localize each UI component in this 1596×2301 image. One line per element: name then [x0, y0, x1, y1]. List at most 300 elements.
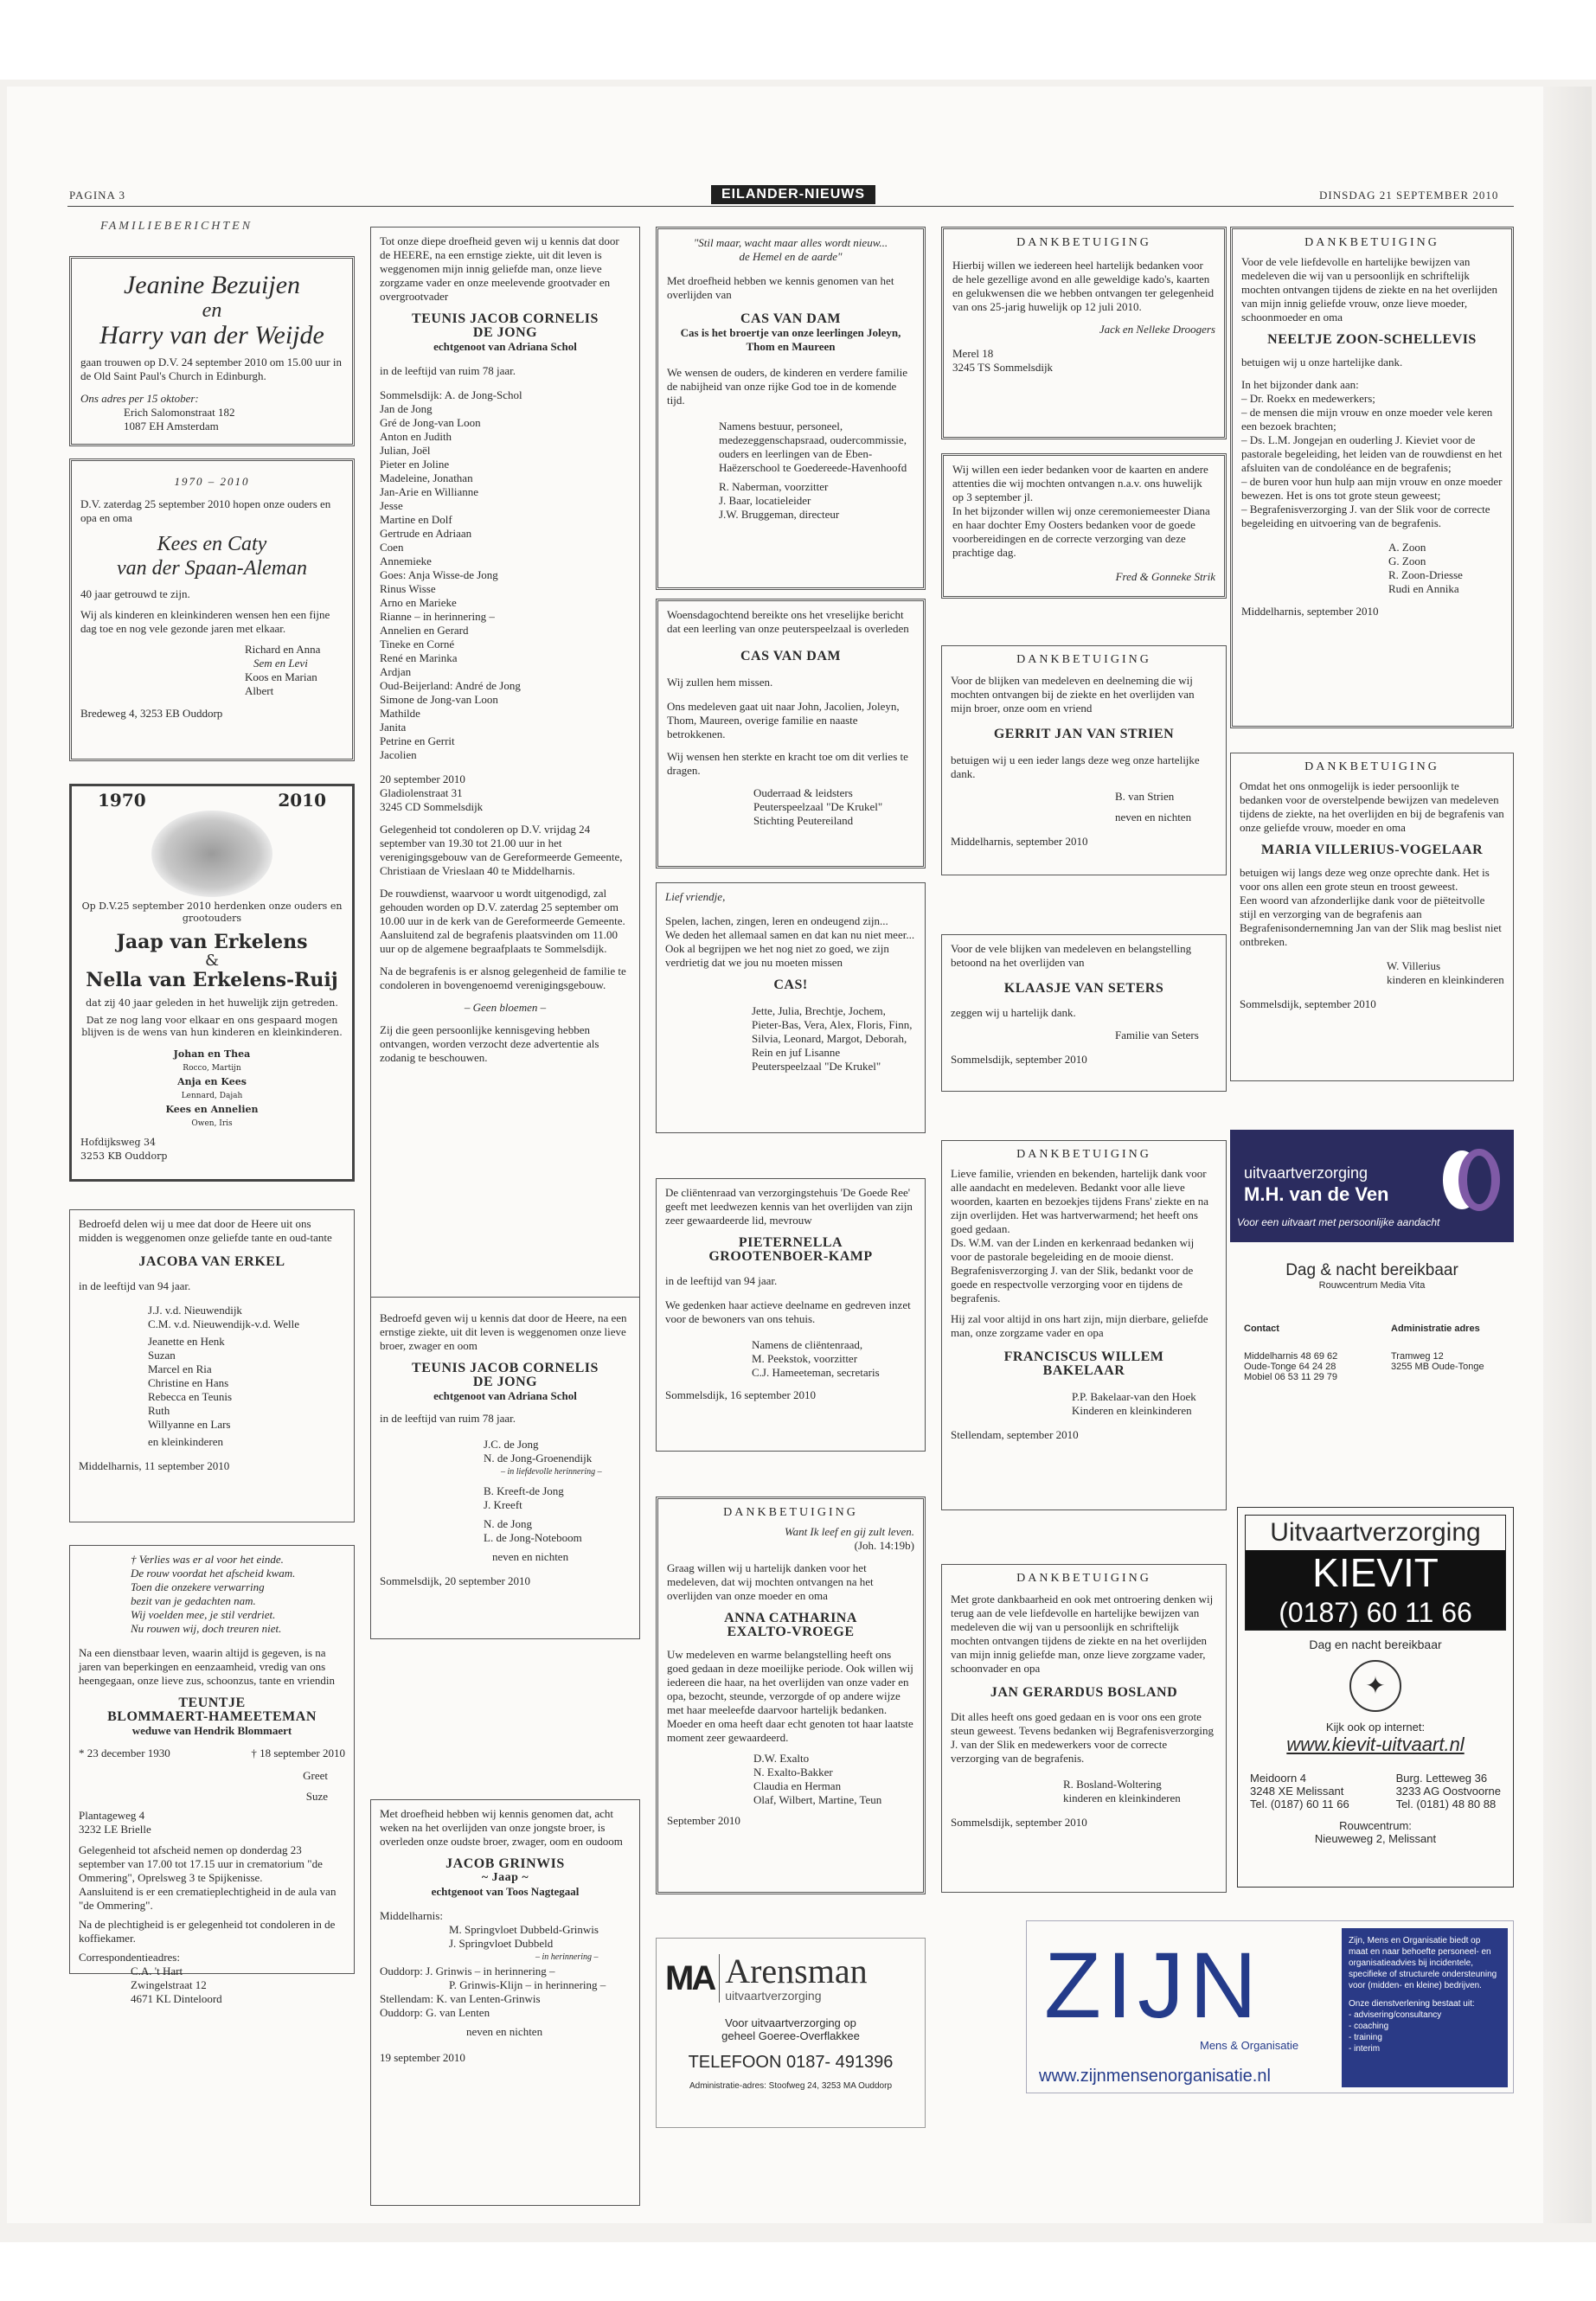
ad-sign-3: J.W. Bruggeman, directeur: [719, 508, 840, 521]
list-item: Anton en Judith: [380, 430, 452, 443]
ad-deceased-sub: echtgenoot van Toos Nagtegaal: [431, 1885, 580, 1898]
ad-no-flowers: – Geen bloemen –: [464, 1001, 547, 1014]
ad-greeting: Lief vriendje,: [665, 890, 726, 903]
ad-family-5: Marcel en Ria: [148, 1362, 212, 1375]
ad-relative-2: Suze: [305, 1790, 328, 1803]
ad-zoon-schellevis: [1230, 227, 1514, 728]
ad-text-3: Hij zal voor altijd in ons hart zijn, mijn dierbare, geliefde man, onze zorgzame vader en opa: [951, 1312, 1208, 1339]
vandeven-name: M.H. van de Ven: [1244, 1183, 1389, 1205]
page-number: PAGINA 3: [69, 189, 125, 202]
ad-corr-2: Zwingelstraat 12: [131, 1978, 207, 1991]
arensman-address: Administratie-adres: Stoofweg 24, 3253 MA Ouddorp: [689, 2081, 893, 2091]
ad-years: 1970 – 2010: [174, 475, 250, 488]
ad-sign-1: W. Villerius: [1387, 959, 1441, 972]
kievit-availability: Dag en nacht bereikbaar: [1309, 1638, 1442, 1651]
ad-intro: Met droefheid hebben we kennis genomen van het overlijden van: [667, 274, 894, 301]
ad-van-erkel: [69, 1209, 355, 1522]
ad-family-2: C.M. v.d. Nieuwendijk-v.d. Welle: [148, 1317, 300, 1330]
ad-family-4: – in herinnering –: [535, 1952, 599, 1962]
ad-text-2: Namens bestuur, personeel, medezeggenschapsraad, oudercommissie, ouders en leerlingen van de Eben-Haëzerschool te Goedereede-Havenhoofd: [719, 420, 907, 474]
list-item: Jesse: [380, 499, 403, 512]
ad-text-3: Wij wensen hen sterkte en kracht toe om dit verlies te dragen.: [667, 750, 908, 777]
ad-age: in de leeftijd van 94 jaar.: [665, 1274, 778, 1287]
ad-cas-van-dam-peuterspeelzaal: [656, 599, 926, 868]
ad-place-date: Middelharnis, september 2010: [951, 835, 1088, 848]
ad-van-seters: [941, 934, 1227, 1092]
poem-line-1: † Verlies was er al voor het einde.: [131, 1553, 284, 1566]
ad-place-date: Middelharnis, september 2010: [1241, 605, 1379, 618]
ad-name-2: Nella van Erkelens-Ruij: [86, 969, 338, 991]
ad-title: DANKBETUIGING: [1016, 1148, 1151, 1161]
ad-born: * 23 december 1930: [79, 1747, 170, 1759]
ad-thanks-list: [1241, 392, 1503, 530]
ad-wish: Wij als kinderen en kleinkinderen wensen hen een fijne dag toe en nog vele gezonde jaren met elkaar.: [80, 608, 330, 635]
ad-kid-4: Albert: [245, 684, 274, 697]
ad-family-3: Jeanette en Henk: [148, 1335, 225, 1348]
list-item: Julian, Joël: [380, 444, 431, 457]
kievit-left-2: 3248 XE Melissant: [1250, 1785, 1344, 1798]
ad-text-2: betuigen wij u een ieder langs deze weg onze hartelijke dank.: [951, 753, 1200, 780]
vandeven-contact-1: Middelharnis 48 69 62: [1244, 1351, 1338, 1362]
ad-family-5: J. Kreeft: [484, 1498, 522, 1511]
ad-sign-1: P.P. Bakelaar-van den Hoek: [1072, 1390, 1196, 1403]
ad-family-7: Stellendam: K. van Lenten-Grinwis: [380, 1992, 541, 2005]
ad-family-9: Willyanne en Lars: [148, 1418, 231, 1431]
ad-text-2: zeggen wij u hartelijk dank.: [951, 1006, 1076, 1019]
ad-text-1: Gelegenheid tot condoleren op D.V. vrijdag 24 september van 19.30 tot 21.00 uur in het verenigingsgebouw van de Gereformeerde Gemeente, Christiaan de Vrieslaan 40 te Middelharnis.: [380, 823, 623, 877]
ad-place-date: Sommelsdijk, 16 september 2010: [665, 1388, 817, 1401]
vandeven-contact-label: Contact: [1244, 1324, 1279, 1334]
ad-kid-3: Kees en Annelien: [165, 1104, 259, 1115]
ad-family-8: Ruth: [148, 1404, 170, 1417]
ad-deceased-name: NEELTJE ZOON-SCHELLEVIS: [1267, 332, 1477, 347]
ad-deceased-name: MARIA VILLERIUS-VOGELAAR: [1260, 843, 1484, 857]
ad-address-1: Plantageweg 4: [79, 1809, 145, 1822]
ad-title: DANKBETUIGING: [723, 1506, 858, 1519]
kievit-rouwcentrum-label: Rouwcentrum:: [1339, 1819, 1412, 1832]
list-item: – de buren voor hun hulp aan mijn vrouw en onze moeder bewezen. Het is ons tot grote steun geweest;: [1241, 475, 1503, 502]
list-item: Jan-Arie en Willianne: [380, 485, 479, 498]
ad-date: 19 september 2010: [380, 2051, 465, 2064]
ad-text: Op D.V.25 september 2010 herdenken onze ouders en grootouders: [81, 901, 343, 924]
ad-and: en: [202, 299, 222, 322]
ad-deceased-name: TEUNIS JACOB CORNELIS: [412, 1361, 599, 1375]
ad-deceased-name: JAN GERARDUS BOSLAND: [990, 1685, 1178, 1700]
list-item: Simone de Jong-van Loon: [380, 693, 498, 706]
vandeven-contact-3: Mobiel 06 53 11 29 79: [1244, 1372, 1338, 1382]
arensman-tagline: uitvaartverzorging: [725, 1989, 822, 2003]
ad-kievit: [1237, 1507, 1514, 1888]
vandeven-slogan: Voor een uitvaart met persoonlijke aandacht: [1237, 1216, 1440, 1228]
ad-text-3: Na de begrafenis is er alsnog gelegenheid de familie te condoleren in bovengenoemd verenigingsgebouw.: [380, 965, 626, 991]
ad-droogers: [941, 227, 1227, 439]
ad-address-label: Ons adres per 15 oktober:: [80, 392, 199, 405]
ad-intro: Met droefheid hebben wij kennis genomen dat, acht weken na het overlijden van onze jongste broer, is overleden onze oudste broer, zwager, oom en oudoom: [380, 1807, 623, 1848]
zijn-text-2: Onze dienstverlening bestaat uit:: [1349, 1999, 1475, 2009]
ad-text-3: Na de plechtigheid is er gelegenheid tot condoleren in de koffiekamer.: [79, 1918, 336, 1945]
ad-family-list: [380, 388, 631, 762]
zijn-subtitle: Mens & Organisatie: [1200, 2039, 1299, 2052]
ad-deceased-name-2: EXALTO-VROEGE: [727, 1625, 855, 1639]
ad-family-5: Ouddorp: J. Grinwis – in herinnering –: [380, 1965, 555, 1977]
list-item: Rianne – in herinnering –: [380, 610, 495, 623]
ad-kid-3-sub: Owen, Iris: [191, 1119, 233, 1128]
list-item: Annemieke: [380, 554, 432, 567]
ad-family-6: N. de Jong: [484, 1517, 532, 1530]
list-item: – Ds. L.M. Jongejan en ouderling J. Kieviet voor de pastorale begeleiding, het leiden van de rouwdienst en het afsluiten van de condoléance en de begrafenis;: [1241, 433, 1503, 474]
ad-sign-2: Peuterspeelzaal "De Krukel": [753, 800, 883, 813]
list-item: Arno en Marieke: [380, 596, 457, 609]
list-item: Gertrude en Adriaan: [380, 527, 472, 540]
ad-text-3: In het bijzonder dank aan:: [1241, 378, 1359, 391]
ad-grinwis: [370, 1799, 640, 2206]
ad-address-2: 3253 KB Ouddorp: [80, 1150, 168, 1162]
ad-sign-2: G. Zoon: [1388, 554, 1426, 567]
ad-sign-1: Namens de cliëntenraad,: [752, 1338, 863, 1351]
ad-deceased-sub: weduwe van Hendrik Blommaert: [131, 1724, 292, 1737]
ad-sign-3: Claudia en Herman: [753, 1779, 842, 1792]
ad-text-2: betuigen wij u onze hartelijke dank.: [1241, 356, 1403, 369]
ad-died: † 18 september 2010: [251, 1747, 345, 1759]
list-item: Annelien en Gerard: [380, 624, 469, 637]
ad-title: DANKBETUIGING: [1016, 1572, 1151, 1585]
ad-text-2: Ons medeleven gaat uit naar John, Jacolien, Joleyn, Thom, Maureen, overige familie en naaste betrokkenen.: [667, 700, 900, 740]
arensman-text-2: geheel Goeree-Overflakkee: [721, 2029, 860, 2042]
list-item: Ardjan: [380, 665, 412, 678]
ad-date: 20 september 2010: [380, 772, 465, 785]
ad-address: Bredeweg 4, 3253 EB Ouddorp: [80, 707, 223, 720]
ad-sign-1: B. van Strien: [1115, 790, 1175, 803]
ad-family-8: Ouddorp: G. van Lenten: [380, 2006, 490, 2019]
ad-intro: Bedroefd geven wij u kennis dat door de Heere, na een ernstige ziekte, uit dit leven is weggenomen onze lieve broer, zwager en oom: [380, 1311, 627, 1352]
poem-line-3: Toen die onzekere verwarring: [131, 1580, 265, 1593]
ad-exalto-vroege: [656, 1497, 926, 1894]
ad-erkelens: [69, 784, 355, 1182]
ad-place-date: Stellendam, september 2010: [951, 1428, 1079, 1441]
list-item: - training: [1349, 2033, 1382, 2042]
ad-family-10: en kleinkinderen: [148, 1435, 223, 1448]
list-item: Mathilde: [380, 707, 420, 720]
arensman-text-1: Voor uitvaartverzorging op: [725, 2016, 856, 2029]
ad-family-9: neven en nichten: [466, 2025, 543, 2038]
ad-arensman: [656, 1938, 926, 2128]
ad-family-7: Rebecca en Teunis: [148, 1390, 233, 1403]
masthead: EILANDER-NIEUWS: [711, 185, 875, 204]
ad-kid-3: Koos en Marian: [245, 670, 317, 683]
ad-name-1: Kees en Caty: [157, 533, 267, 555]
ad-year-2: 2010: [278, 790, 326, 811]
ad-intro: Na een dienstbaar leven, waarin altijd is gegeven, is na jaren van beperkingen en eenzaamheid, vredig van ons heengegaan, onze lieve zus, schoonzus, tante en vriendin: [79, 1646, 335, 1687]
ad-deceased-sub: Cas is het broertje van onze leerlingen Joleyn, Thom en Maureen: [680, 326, 901, 353]
ad-title: DANKBETUIGING: [1016, 236, 1151, 249]
list-item: Sommelsdijk: A. de Jong-Schol: [380, 388, 522, 401]
ad-de-jong-1: [370, 227, 640, 1298]
ad-corr-label: Correspondentieadres:: [79, 1951, 180, 1964]
ad-deceased-name: CAS VAN DAM: [740, 649, 842, 663]
list-item: – Begrafenisverzorging J. van der Slik voor de correcte begeleiding en uitvoering van de begrafenis.: [1241, 503, 1490, 529]
kievit-left-1: Meidoorn 4: [1250, 1772, 1307, 1785]
ad-text-2: Uw medeleven en warme belangstelling heeft ons goed gedaan in deze moeilijke periode. Ook willen wij iedereen die haar, na het overlijden van onze vader en opa, bezocht, steunde, verzorgde of op andere wijze met haar meeleefde daarvoor hartelijk bedanken. Moeder en oma heeft daar echt genoten tot haar laatste moment zeer gewaardeerd.: [667, 1648, 913, 1744]
ad-family-7: L. de Jong-Noteboom: [484, 1531, 582, 1544]
ad-van-strien: [941, 645, 1227, 875]
poem-line-4: bezit van je gedachten nam.: [131, 1594, 256, 1607]
kievit-name: KIEVIT: [1312, 1550, 1439, 1595]
poem-line-2: de Hemel en de aarde": [739, 250, 843, 263]
ad-text-3: Ook al begrijpen we het nog niet zo goed, we zijn verdrietig dat we jou nu moeten missen: [665, 942, 889, 969]
list-item: – Dr. Roekx en medewerkers;: [1241, 392, 1375, 405]
ad-address-2: 3232 LE Brielle: [79, 1823, 151, 1836]
ad-address-2: 3245 TS Sommelsdijk: [952, 361, 1054, 374]
page-date: DINSDAG 21 SEPTEMBER 2010: [1319, 189, 1499, 202]
ad-text-2: betuigen wij langs deze weg onze oprechte dank. Het is voor ons allen een grote steun en troost geweest.: [1240, 866, 1490, 893]
ad-deceased-name: CAS!: [773, 977, 808, 992]
list-item: - coaching: [1349, 2022, 1389, 2031]
ad-villerius-vogelaar: [1230, 753, 1514, 1081]
ad-sign-1: R. Bosland-Woltering: [1063, 1778, 1162, 1791]
ad-text-1: Spelen, lachen, zingen, leren en ondeugend zijn...: [665, 914, 888, 927]
ad-family-1: J.C. de Jong: [484, 1438, 539, 1451]
ad-family-8: neven en nichten: [492, 1550, 569, 1563]
ad-bosland: [941, 1564, 1227, 1893]
ad-text-2: We deden het allemaal samen en dat kan nu niet meer...: [665, 928, 915, 941]
ad-kid-1-sub: Rocco, Martijn: [183, 1064, 241, 1073]
ad-de-jong-2: [370, 1298, 640, 1639]
zijn-logo: ZIJN: [1044, 1932, 1262, 2037]
ad-corr-1: C.A. 't Hart: [131, 1965, 183, 1977]
ad-text-3: Een woord van afzonderlijke dank voor de piëteitvolle stijl en verzorging van de begrafenis aan Begrafenisondernemning Jan van der Slik mag beslist niet ontbreken.: [1240, 894, 1502, 948]
section-title: FAMILIEBERICHTEN: [100, 220, 253, 233]
ad-text: D.V. zaterdag 25 september 2010 hopen onze ouders en opa en oma: [80, 497, 331, 524]
list-item: Gré de Jong-van Loon: [380, 416, 481, 429]
list-item: - advisering/consultancy: [1349, 2010, 1442, 2020]
ad-text-1: Gelegenheid tot afscheid nemen op donderdag 23 september van 17.00 tot 17.15 uur in crematorium "de Ommering", Oprelsweg 3 te Spijkenisse.: [79, 1843, 323, 1884]
ad-text-3: Dat ze nog lang voor elkaar en ons gespaard mogen blijven is de wens van hun kinderen en kleinkinderen.: [81, 1015, 343, 1038]
ad-family-1: J.J. v.d. Nieuwendijk: [148, 1304, 242, 1317]
kievit-left-3: Tel. (0187) 60 11 66: [1250, 1798, 1349, 1811]
ad-text-1: Graag willen wij u hartelijk danken voor het medeleven, dat wij mochten ontvangen na het overlijden van onze moeder en oma: [667, 1561, 874, 1602]
arensman-logo-icon: MA: [665, 1958, 715, 1997]
ad-deceased-nickname: ~ Jaap ~: [481, 1871, 529, 1884]
vandeven-admin-2: 3255 MB Oude-Tonge: [1391, 1362, 1484, 1372]
ad-deceased-name-2: BLOMMAERT-HAMEETEMAN: [107, 1709, 317, 1724]
ad-family-4: B. Kreeft-de Jong: [484, 1484, 564, 1497]
kievit-phone: (0187) 60 11 66: [1279, 1597, 1472, 1628]
ad-deceased-name: JACOB GRINWIS: [445, 1856, 565, 1871]
page-fold-shadow: [1543, 87, 1592, 2223]
ad-deceased-name-2: DE JONG: [472, 325, 538, 340]
ad-text-1: We wensen de ouders, de kinderen en verdere familie de nabijheid van onze rijke God toe in de komende tijd.: [667, 366, 907, 407]
ad-cas-friends: [656, 882, 926, 1133]
kievit-web: www.kievit-uitvaart.nl: [1286, 1734, 1465, 1755]
header-rule: [67, 206, 1514, 207]
list-item: Jacolien: [380, 748, 417, 761]
ad-sign-2: neven en nichten: [1115, 811, 1192, 824]
ad-sign-2: Kinderen en kleinkinderen: [1072, 1404, 1192, 1417]
ad-sign-1: R. Naberman, voorzitter: [719, 480, 829, 493]
poem-line-1: "Stil maar, wacht maar alles wordt nieuw...: [693, 236, 888, 249]
vandeven-logo-icon: [1438, 1145, 1507, 1215]
zijn-services-list: [1349, 2009, 1501, 2054]
ad-sign-4: Olaf, Wilbert, Martine, Teun: [753, 1793, 882, 1806]
ad-family-1: Middelharnis:: [380, 1909, 443, 1922]
ad-strik: [941, 453, 1227, 599]
ad-text-4: Jette, Julia, Brechtje, Jochem, Pieter-Bas, Vera, Alex, Floris, Finn, Silvia, Leonard, Margot, Deborah, Rein en juf Lisanne: [752, 1004, 913, 1059]
ad-intro: Tot onze diepe droefheid geven wij u kennis dat door de HEERE, na een ernstige ziekte, uit dit leven is weggenomen mijn innig geliefde man, onze lieve zorgzame vader en onze meelevende grootvader en overgrootvader: [380, 234, 619, 303]
ad-title: DANKBETUIGING: [1304, 236, 1439, 249]
ad-sign-4: Rudi en Annika: [1388, 582, 1459, 595]
ad-sign-3: R. Zoon-Driesse: [1388, 568, 1463, 581]
ad-address-1: Gladiolenstraat 31: [380, 786, 463, 799]
list-item: Janita: [380, 721, 407, 734]
vandeven-availability: Dag & nacht bereikbaar: [1285, 1261, 1458, 1279]
ad-text-2: Aansluitend is er een crematieplechtigheid in de aula van "de Ommering".: [79, 1885, 337, 1912]
ad-sign-2: M. Peekstok, voorzitter: [752, 1352, 858, 1365]
list-item: – de mensen die mijn vrouw en onze moeder vele keren een bezoek brachten;: [1241, 406, 1493, 433]
ad-name-2: Harry van der Weijde: [99, 321, 324, 349]
ad-spaan-aleman: [69, 458, 355, 761]
ad-date: September 2010: [667, 1814, 740, 1827]
ad-age: in de leeftijd van 94 jaar.: [79, 1279, 191, 1292]
ad-family-6: P. Grinwis-Klijn – in herinnering –: [449, 1978, 606, 1991]
ad-deceased-sub: echtgenoot van Adriana Schol: [433, 340, 577, 353]
ad-deceased-name-2: GROOTENBOER-KAMP: [708, 1249, 873, 1264]
ad-sign-1: Familie van Seters: [1115, 1029, 1199, 1042]
ad-deceased-name-2: DE JONG: [472, 1375, 538, 1389]
ad-place-date: Sommelsdijk, september 2010: [951, 1053, 1087, 1066]
ad-text: gaan trouwen op D.V. 24 september 2010 om 15.00 uur in de Old Saint Paul's Church in Edinburgh.: [80, 356, 342, 382]
ad-age: in de leeftijd van ruim 78 jaar.: [380, 364, 516, 377]
vandeven-contact-2: Oude-Tonge 64 24 28: [1244, 1362, 1336, 1372]
ad-bezuijen-weijde: [69, 256, 355, 446]
list-item: Goes: Anja Wisse-de Jong: [380, 568, 498, 581]
ad-deceased-name: KLAASJE VAN SETERS: [1003, 981, 1164, 996]
ad-place-date: Sommelsdijk, 20 september 2010: [380, 1574, 531, 1587]
ad-family-4: Suzan: [148, 1349, 176, 1362]
ad-zijn: [1026, 1920, 1514, 2093]
arensman-phone: TELEFOON 0187- 491396: [688, 2053, 894, 2072]
ad-deceased-name: CAS VAN DAM: [740, 311, 842, 326]
poem-line-2: De rouw voordat het afscheid kwam.: [131, 1567, 296, 1580]
ad-sign-1: Ouderraad & leidsters: [753, 786, 853, 799]
list-item: Petrine en Gerrit: [380, 734, 455, 747]
ad-intro: De cliëntenraad van verzorgingstehuis 'De Goede Ree' geeft met leedwezen kennis van het overlijden van zijn zeer gewaardeerde lid, mevrouw: [665, 1186, 913, 1227]
ad-text-1: We gedenken haar actieve deelname en gedreven inzet voor de bewoners van ons tehuis.: [665, 1298, 911, 1325]
ad-deceased-name-1: FRANCISCUS WILLEM: [1003, 1349, 1164, 1364]
ad-text-4: Zij die geen persoonlijke kennisgeving hebben ontvangen, worden verzocht deze advertentie als zodanig te beschouwen.: [380, 1023, 599, 1064]
ad-sign-1: A. Zoon: [1388, 541, 1426, 554]
ad-family-3: – in liefdevolle herinnering –: [501, 1467, 602, 1477]
ad-text-1: Wij zullen hem missen.: [667, 676, 773, 689]
ad-sign-2: kinderen en kleinkinderen: [1063, 1791, 1181, 1804]
ad-name-1: Jeanine Bezuijen: [123, 271, 301, 299]
ad-text-1: Met grote dankbaarheid en ook met ontroering denken wij terug aan de vele liefdevolle en hartelijke bewijzen van medeleven die wij van u persoonlijk en schriftelijk mochten ontvangen tijdens de ziekte en na het overlijden van mijn innig geliefde man, onze lieve zorgzame vader, schoonvader en opa: [951, 1593, 1214, 1675]
ad-bakelaar: [941, 1140, 1227, 1510]
ad-van-de-ven: [1230, 1130, 1514, 1453]
ad-place-date: Sommelsdijk, september 2010: [951, 1816, 1087, 1829]
list-item: Oud-Beijerland: André de Jong: [380, 679, 521, 692]
ad-text-1: Omdat het ons onmogelijk is ieder persoonlijk te bedanken voor de overstelpende bewijzen van medeleven tijdens de ziekte, na het overlijden en bij de begrafenis van onze geliefde vrouw, moeder en oma: [1240, 779, 1504, 834]
ad-kid-2: Sem en Levi: [253, 657, 308, 670]
zijn-text-1: Zijn, Mens en Organisatie biedt op maat en naar behoefte personeel- en organisatieadvies bij incidentele, specifieke of structurele ondersteuning voor (midden- en kleine) bedrijven.: [1349, 1936, 1497, 1990]
list-item: Jan de Jong: [380, 402, 433, 415]
ad-deceased-name: JACOBA VAN ERKEL: [138, 1254, 285, 1269]
ad-sign-1: D.W. Exalto: [753, 1752, 810, 1765]
ad-sign-2: N. Exalto-Bakker: [753, 1766, 833, 1779]
ad-sign-3: Stichting Peutereiland: [753, 814, 854, 827]
ad-address-2: 1087 EH Amsterdam: [124, 420, 219, 433]
ad-relative-1: Greet: [303, 1769, 328, 1782]
ad-text-1: Lieve familie, vrienden en bekenden, hartelijk dank voor alle aandacht en medeleven. Bedankt voor alle lieve woorden, kaarten en bezoekjes tijdens Frans' ziekte en na zijn overlijden. Het was hartverwarmend; het heeft ons goed gedaan.: [951, 1167, 1208, 1235]
ad-title: DANKBETUIGING: [1304, 760, 1439, 773]
ad-place-date: Middelharnis, 11 september 2010: [79, 1459, 230, 1472]
ad-year-1: 1970: [98, 790, 146, 811]
ad-text-2: In het bijzonder willen wij onze ceremoniemeester Diana en haar dochter Emy Oosters bedanken voor de goede voorbereidingen en de correcte verzorging van deze prachtige dag.: [952, 504, 1210, 559]
ad-deceased-name-2: BAKELAAR: [1042, 1363, 1125, 1378]
ad-signature: Fred & Gonneke Strik: [1115, 570, 1215, 583]
list-item: Martine en Dolf: [380, 513, 452, 526]
ad-name-2: van der Spaan-Aleman: [117, 557, 307, 580]
ad-ampersand: &: [204, 952, 220, 970]
ad-kid-2: Anja en Kees: [177, 1076, 247, 1087]
ad-quote-2: (Joh. 14:19b): [854, 1539, 914, 1552]
ad-kid-2-sub: Lennard, Dajah: [181, 1092, 243, 1100]
ad-intro: Bedroefd delen wij u mee dat door de Heere uit ons midden is weggenomen onze geliefde tante en oud-tante: [79, 1217, 332, 1244]
ad-family-3: J. Springvloet Dubbeld: [449, 1937, 554, 1950]
kievit-right-3: Tel. (0181) 48 80 88: [1395, 1798, 1497, 1811]
ad-text-2: De rouwdienst, waarvoor u wordt uitgenodigd, zal gehouden worden op D.V. zaterdag 25 september om 10.00 uur in de kerk van de Gereformeerde Gemeente. Aansluitend zal de begrafenis plaatsvinden om 11.00 uur op de algemene begraafplaats te Sommelsdijk.: [380, 887, 625, 955]
kievit-bird-icon: ✦: [1349, 1660, 1401, 1712]
ad-kid-1: Richard en Anna: [245, 643, 321, 656]
ad-corr-3: 4671 KL Dinteloord: [131, 1992, 222, 2005]
ad-text-1: Wij willen een ieder bedanken voor de kaarten en andere attenties die wij mochten ontvangen n.a.v. ons huwelijk op 3 september jl.: [952, 463, 1208, 503]
vandeven-rouwcentrum: Rouwcentrum Media Vita: [1318, 1280, 1426, 1291]
list-item: - interim: [1349, 2044, 1381, 2054]
vandeven-small-title: uitvaartverzorging: [1244, 1164, 1368, 1182]
ad-deceased-name-1: PIETERNELLA: [738, 1235, 843, 1250]
ad-family-2: N. de Jong-Groenendijk: [484, 1452, 593, 1465]
ad-intro: Woensdagochtend bereikte ons het vreselijke bericht dat een leerling van onze peuterspeelzaal is overleden: [667, 608, 909, 635]
ad-cas-van-dam-school: [656, 227, 926, 590]
ad-sign-2: kinderen en kleinkinderen: [1387, 973, 1504, 986]
ad-text-1: Voor de vele liefdevolle en hartelijke bewijzen van medeleven die wij van u persoonlijk en schriftelijk mochten ontvangen tijdens de ziekte en na het overlijden van mijn innig geliefde vrouw, onze lieve moeder, schoonmoeder en oma: [1241, 255, 1498, 324]
ad-address-1: Erich Salomonstraat 182: [124, 406, 235, 419]
list-item: Pieter en Joline: [380, 458, 450, 471]
list-item: René en Marinka: [380, 651, 458, 664]
kievit-web-label: Kijk ook op internet:: [1325, 1721, 1426, 1734]
ad-deceased-name: TEUNIS JACOB CORNELIS: [412, 311, 599, 326]
kievit-top-title: Uitvaartverzorging: [1270, 1518, 1481, 1547]
ad-kid-1: Johan en Thea: [173, 1048, 251, 1060]
ad-address-1: Hofdijksweg 34: [80, 1137, 157, 1148]
poem-line-5: Wij voelden mee, je stil verdriet.: [131, 1608, 276, 1621]
ad-signature: Jack en Nelleke Droogers: [1099, 323, 1215, 336]
list-item: Coen: [380, 541, 404, 554]
ad-sign-2: J. Baar, locatieleider: [719, 494, 811, 507]
ad-text-2: Dit alles heeft ons goed gedaan en is voor ons een grote steun geweest. Tevens bedanken wij Begrafenisverzorging J. van der Slik en medewerkers voor de correcte verzorging van de begrafenis.: [951, 1710, 1215, 1765]
list-item: Rinus Wisse: [380, 582, 436, 595]
ad-place-date: Sommelsdijk, september 2010: [1240, 997, 1376, 1010]
ad-address-1: Merel 18: [952, 347, 994, 360]
couple-photo: [151, 811, 272, 897]
ad-grootenboer-kamp: [656, 1178, 926, 1452]
list-item: Tineke en Corné: [380, 638, 455, 651]
ad-family-2: M. Springvloet Dubbeld-Grinwis: [449, 1923, 599, 1936]
kievit-rouwcentrum-address: Nieuweweg 2, Melissant: [1314, 1832, 1437, 1845]
vandeven-admin-1: Tramweg 12: [1391, 1351, 1444, 1362]
arensman-name: Arensman: [725, 1952, 868, 1990]
ad-deceased-name-1: ANNA CATHARINA: [724, 1611, 857, 1625]
ad-text-1: Hierbij willen we iedereen heel hartelijk bedanken voor de hele gezellige avond en alle geweldige kado's, kaarten en gelukwensen die we hebben ontvangen ter gelegenheid van ons 25-jarig huwelijk op 12 juli 2010.: [952, 259, 1215, 313]
